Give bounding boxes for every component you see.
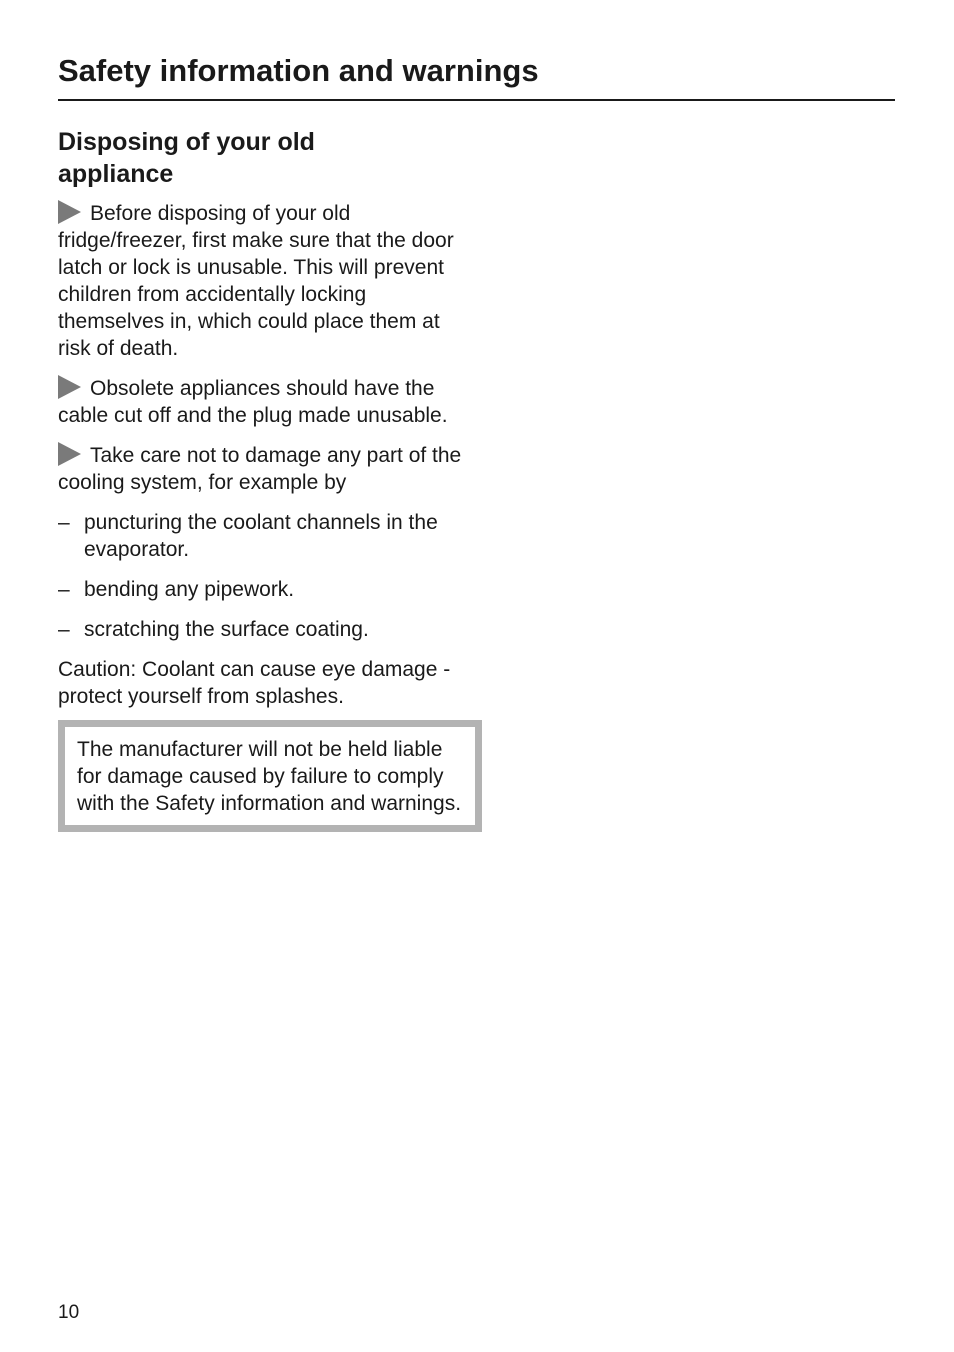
section-heading	[58, 126, 468, 190]
bullet-text: Before disposing of your old fridge/freezer, first make sure that the door latch or lock is unusable. This will prevent children from accidentally locking themselves in, which could place them at risk of death.	[58, 202, 454, 360]
damage-examples-list	[58, 509, 468, 643]
liability-note-box	[58, 720, 482, 832]
bullet-text: Take care not to damage any part of the cooling system, for example by	[58, 444, 462, 494]
dash-bullet: –	[58, 618, 70, 641]
section-disposing	[58, 126, 468, 832]
bullet-paragraph-cable	[58, 375, 468, 429]
list-item-text: bending any pipework.	[84, 578, 295, 601]
bullet-text: Obsolete appliances should have the cable cut off and the plug made unusable.	[58, 377, 448, 427]
liability-note-text: The manufacturer will not be held liable for damage caused by failure to comply with the Safety information and warnings.	[77, 738, 462, 815]
bullet-paragraph-cooling-system	[58, 442, 468, 496]
list-item	[58, 576, 468, 603]
caution-text: Caution: Coolant can cause eye damage - protect yourself from splashes.	[58, 658, 451, 708]
list-item	[58, 616, 468, 643]
triangle-arrow-right-icon	[58, 200, 81, 224]
page-number: 10	[58, 1302, 80, 1323]
page-title: Safety information and warnings	[58, 53, 539, 88]
dash-bullet: –	[58, 511, 70, 534]
title-divider	[58, 99, 895, 101]
list-item-text: puncturing the coolant channels in the evaporator.	[84, 511, 438, 561]
dash-bullet: –	[58, 578, 70, 601]
triangle-arrow-right-icon	[58, 375, 81, 399]
list-item	[58, 509, 468, 563]
list-item-text: scratching the surface coating.	[84, 618, 369, 641]
triangle-arrow-right-icon	[58, 442, 81, 466]
section-heading-line-2: appliance	[58, 160, 174, 188]
bullet-paragraph-door-latch	[58, 200, 468, 362]
section-heading-line-1: Disposing of your old	[58, 128, 315, 156]
